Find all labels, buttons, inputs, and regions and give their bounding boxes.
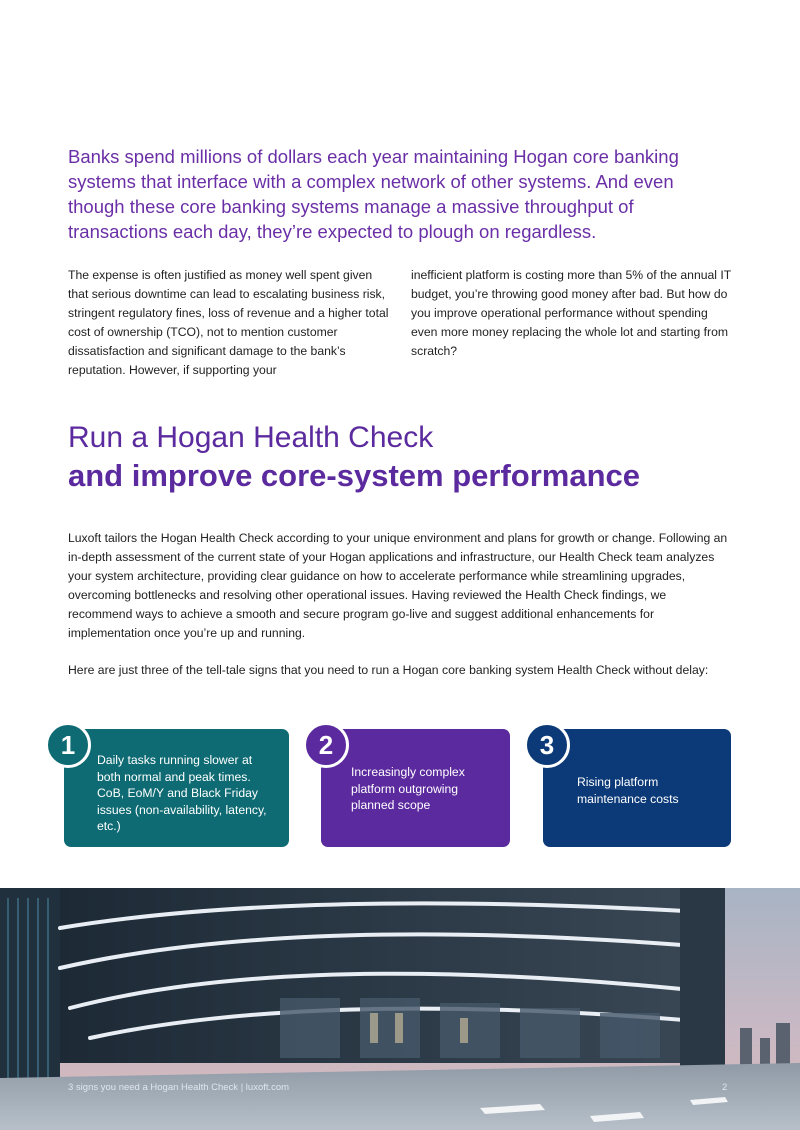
intro-paragraph: Banks spend millions of dollars each year maintaining Hogan core banking systems that interface with a complex network of other systems. And even though these core banking systems manage a massive throughput of transactions each day, they’re expected to plough on regardless. [68,146,679,242]
sign-card-1-text: Daily tasks running slower at both normal and peak times. CoB, EoM/Y and Black Friday issues (non-availability, latency, etc.) [97,753,267,833]
body-column-left: The expense is often justified as money well spent given that serious downtime can lead to escalating business risk, stringent regulatory fines, loss of revenue and a higher total cost of ownership (TCO), not to mention customer dissatisfaction and significant damage to the bank’s reputation. However, if supporting your [68,268,389,377]
footer-text: 3 signs you need a Hogan Health Check | luxoft.com [68,1082,290,1093]
sign-card-1 [64,729,289,847]
section-paragraph-1: Luxoft tailors the Hogan Health Check according to your unique environment and plans for growth or change. Following an in-depth assessment of the current state of your Hogan applications and infrastructure, our Health Check team analyzes your system architecture, providing clear guidance on how to accelerate performance while streamlining upgrades, overcoming bottlenecks and resolving other operational issues. Having reviewed the Health Check findings, we recommend ways to achieve a smooth and secure program go-live and suggest additional enhancements for implementation once you’re up and running. [68,531,728,640]
page-number: 2 [722,1082,728,1093]
section-heading-light: Run a Hogan Health Check [68,421,434,454]
sign-card-3 [543,729,731,847]
sign-badge-3: 3 [524,722,570,768]
section-paragraph-2: Here are just three of the tell-tale signs that you need to run a Hogan core banking system Health Check without delay: [68,663,709,677]
building-photo [0,888,800,1130]
sign-badge-1: 1 [45,722,91,768]
sign-card-2 [321,729,510,847]
sign-badge-2: 2 [303,722,349,768]
body-column-right: inefficient platform is costing more than 5% of the annual IT budget, you’re throwing good money after bad. But how do you improve operational performance without spending even more money replacing the whole lot and starting from scratch? [411,268,731,358]
sign-card-3-text: Rising platform maintenance costs [577,775,679,806]
section-heading-bold: and improve core-system performance [68,458,640,493]
sign-card-2-text: Increasingly complex platform outgrowing planned scope [351,765,465,812]
